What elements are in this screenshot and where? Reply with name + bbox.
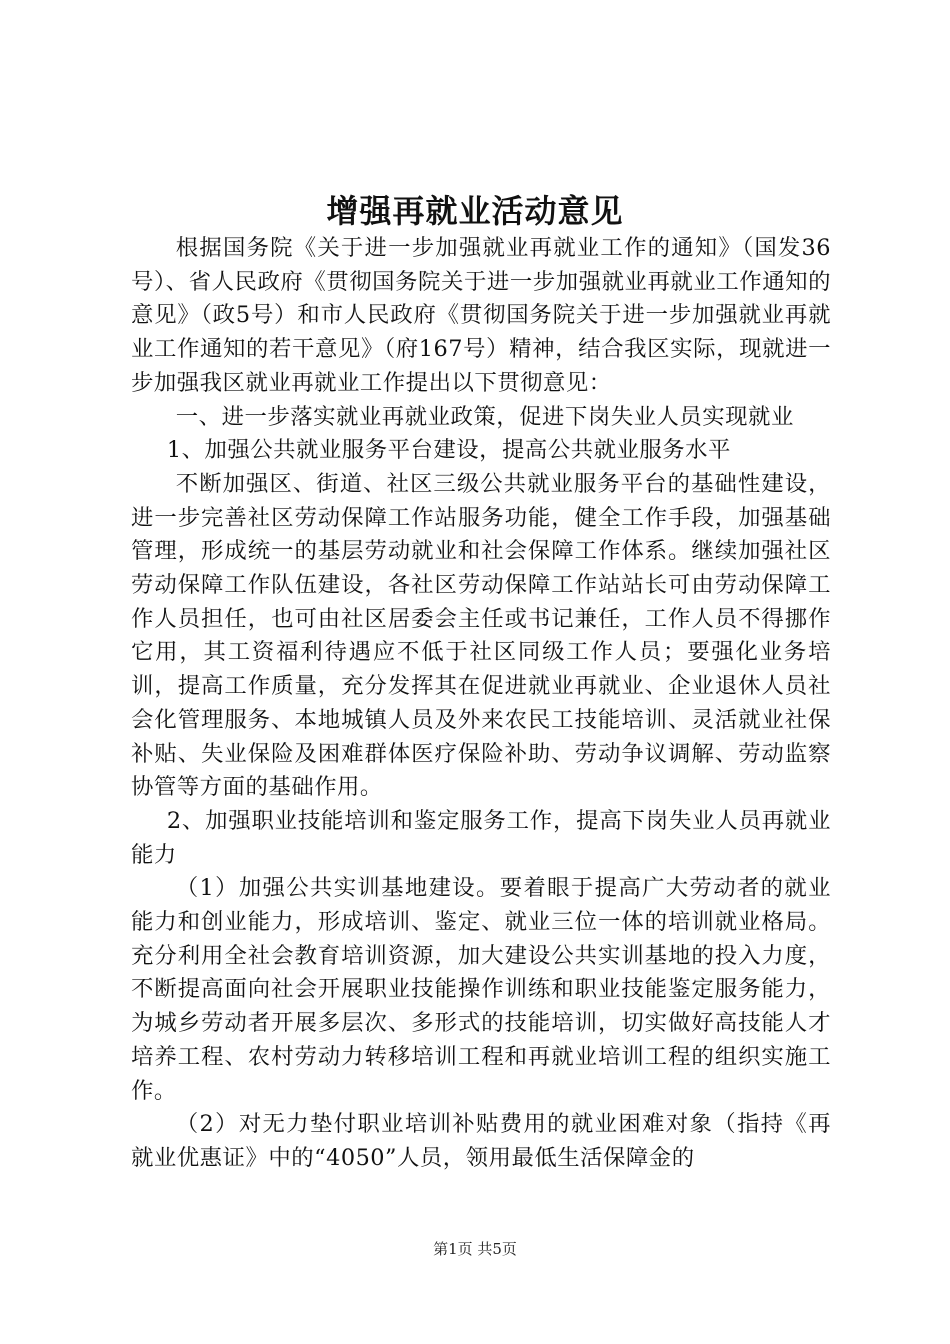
body-paragraph: 不断加强区、街道、社区三级公共就业服务平台的基础性建设，进一步完善社区劳动保障工作站服务功能，健全工作手段，加强基础管理，形成统一的基层劳动就业和社会保障工作体系。继续加强社区劳动保障工作队伍建设，各社区劳动保障工作站站长可由劳动保障工作人员担任，也可由社区居委会主任或书记兼任，工作人员不得挪作它用，其工资福利待遇应不低于社区同级工作人员；要强化业务培训，提高工作质量，充分发挥其在促进就业再就业、企业退休人员社会化管理服务、本地城镇人员及外来农民工技能培训、灵活就业社保补贴、失业保险及困难群体医疗保险补助、劳动争议调解、劳动监察协管等方面的基础作用。: [131, 470, 831, 801]
subsection-heading-2: 2、加强职业技能培训和鉴定服务工作，提高下岗失业人员再就业能力: [131, 807, 831, 868]
document-body: [131, 232, 831, 1176]
subsection-heading-1: 1、加强公共就业服务平台建设，提高公共就业服务水平: [166, 437, 731, 464]
body-paragraph: （2）对无力垫付职业培训补贴费用的就业困难对象（指持《再就业优惠证》中的“4050”人员，领用最低生活保障金的: [131, 1111, 831, 1171]
section-heading-1: 一、进一步落实就业再就业政策，促进下岗失业人员实现就业: [175, 403, 794, 430]
body-paragraph: （1）加强公共实训基地建设。要着眼于提高广大劳动者的就业能力和创业能力，形成培训、鉴定、就业三位一体的培训就业格局。充分利用全社会教育培训资源，加大建设公共实训基地的投入力度，不断提高面向社会开展职业技能操作训练和职业技能鉴定服务能力，为城乡劳动者开展多层次、多形式的技能培训，切实做好高技能人才培养工程、农村劳动力转移培训工程和再就业培训工程的组织实施工作。: [131, 875, 831, 1104]
intro-paragraph: 根据国务院《关于进一步加强就业再就业工作的通知》（国发36号）、省人民政府《贯彻国务院关于进一步加强就业再就业工作通知的意见》（政5号）和市人民政府《贯彻国务院关于进一步加强就业再就业工作通知的若干意见》（府167号）精神，结合我区实际，现就进一步加强我区就业再就业工作提出以下贯彻意见：: [131, 235, 831, 396]
document-title: 增强再就业活动意见: [326, 192, 624, 230]
page-footer: 第1页 共5页: [433, 1240, 517, 1258]
